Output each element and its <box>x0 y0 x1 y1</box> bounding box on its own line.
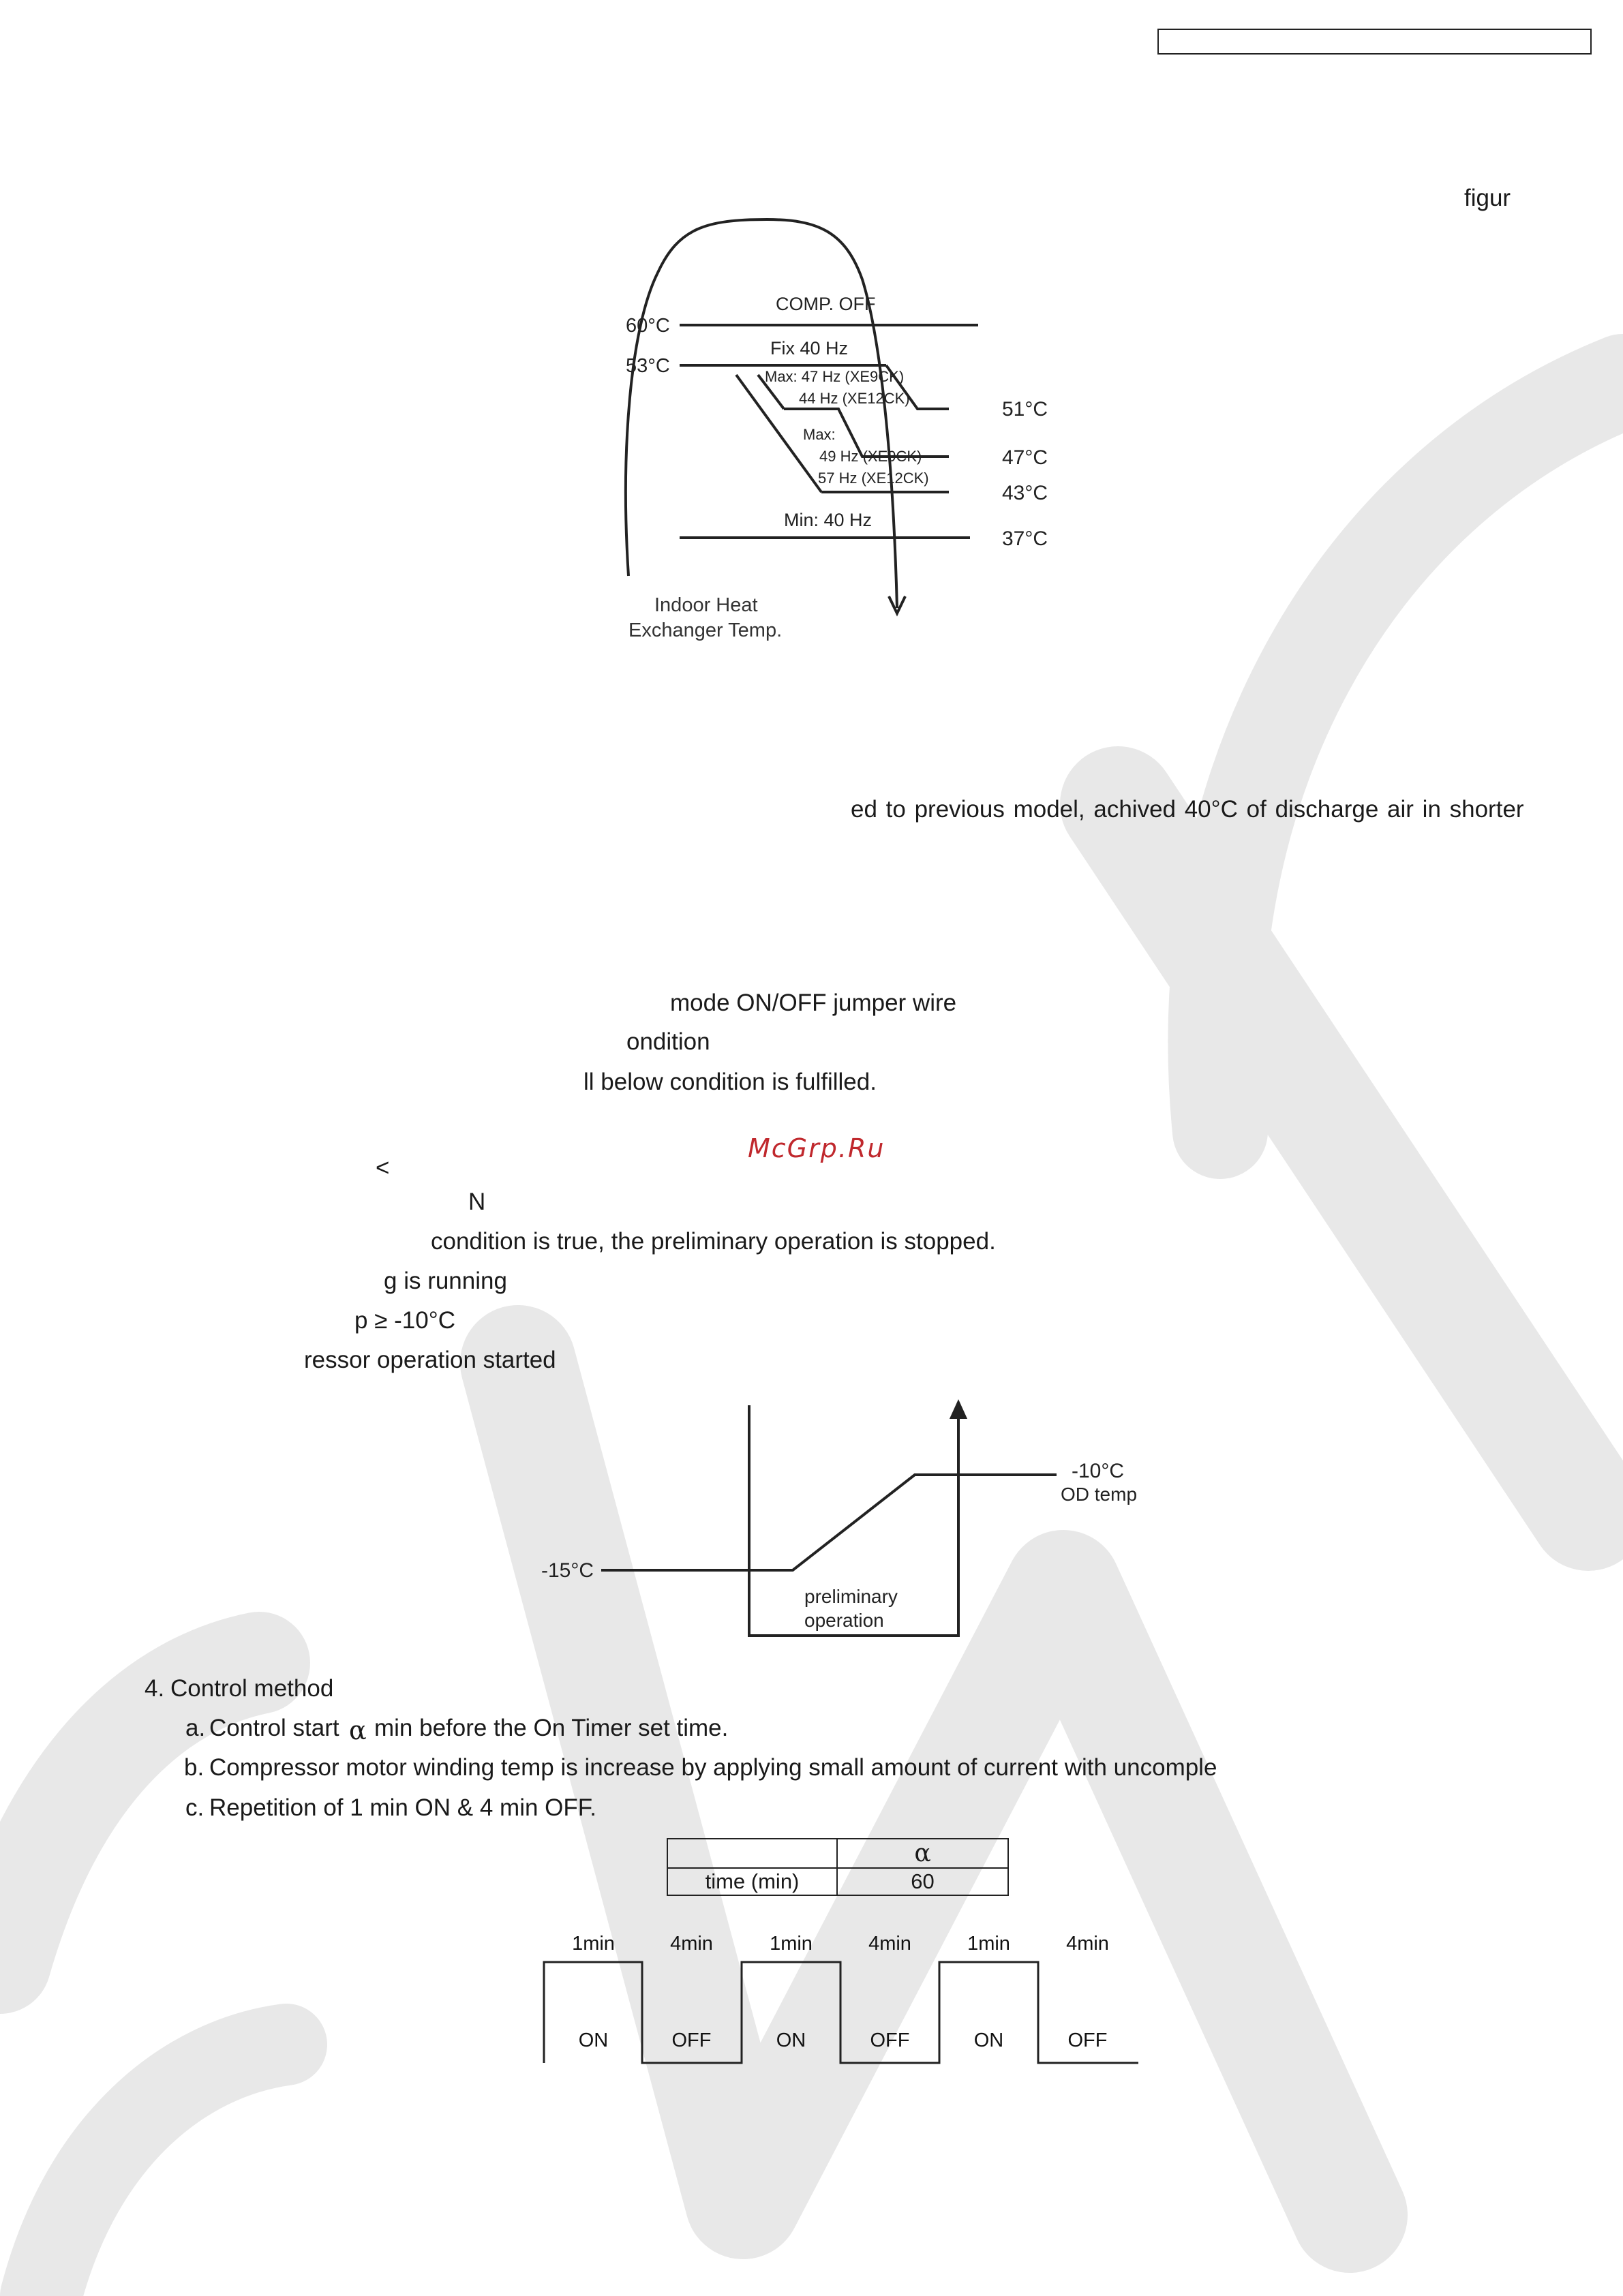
jumper-text: mode ON/OFF jumper wire <box>670 990 957 1016</box>
timing-state-label: OFF <box>870 2030 910 2051</box>
max1-label: Max: 47 Hz (XE9CK) <box>765 368 905 385</box>
alpha-symbol: α <box>349 1715 367 1745</box>
alpha-table-row-value: 60 <box>837 1868 1008 1895</box>
alpha-table <box>667 1838 1009 1896</box>
site-stamp: McGrp.Ru <box>748 1133 885 1163</box>
temp-43: 43°C <box>1002 482 1048 504</box>
item-c-label: c. <box>185 1794 204 1821</box>
od-temp-line <box>601 1475 1057 1570</box>
timing-state-label: ON <box>973 2030 1004 2051</box>
alpha-table-row-label: time (min) <box>667 1868 837 1895</box>
label-od-temp: OD temp <box>1061 1484 1138 1505</box>
item-c-text: Repetition of 1 min ON & 4 min OFF. <box>209 1794 596 1821</box>
item-b-label: b. <box>184 1754 204 1781</box>
temp-53: 53°C <box>626 355 670 377</box>
timing-state-label: OFF <box>671 2030 712 2051</box>
max1b-label: 44 Hz (XE12CK) <box>799 390 910 407</box>
timing-duration-label: 1min <box>572 1933 615 1955</box>
label-operation: operation <box>804 1610 884 1631</box>
timing-duration-label: 1min <box>770 1933 813 1955</box>
temp-condition-text: p ≥ -10°C <box>354 1307 455 1334</box>
timing-duration-label: 1min <box>967 1933 1010 1955</box>
timing-state-label: ON <box>578 2030 609 2051</box>
control-method-heading: Control method <box>170 1675 334 1702</box>
arrow-head <box>952 1403 965 1418</box>
timing-duration-label: 4min <box>1066 1933 1109 1955</box>
condition-text: ondition <box>626 1028 710 1055</box>
timing-state-label: ON <box>776 2030 806 2051</box>
temp-curve <box>626 219 897 608</box>
temp-51: 51°C <box>1002 398 1048 420</box>
max2-label: Max: <box>803 426 836 443</box>
frequency-control-diagram <box>613 211 1132 641</box>
figure-reference: figur <box>1464 185 1511 211</box>
label-preliminary: preliminary <box>804 1586 898 1607</box>
discharge-air-text: ed to previous model, achived 40°C of discharge air in shorter <box>851 796 1524 823</box>
alpha-table-header-alpha: α <box>837 1839 1008 1868</box>
condition-true-text: condition is true, the preliminary operation is stopped. <box>431 1228 996 1255</box>
item-a-label: a. <box>185 1715 206 1741</box>
max2b-label: 57 Hz (XE12CK) <box>818 470 929 487</box>
alpha-table-header-blank <box>667 1839 837 1868</box>
od-temp-diagram <box>525 1390 1138 1677</box>
lt-symbol: < <box>376 1154 390 1181</box>
min-label: Min: 40 Hz <box>784 510 873 530</box>
timing-duration-label: 4min <box>868 1933 911 1955</box>
timing-state-label: OFF <box>1067 2030 1108 2051</box>
label-minus10: -10°C <box>1072 1460 1125 1482</box>
label-minus15: -15°C <box>541 1559 594 1582</box>
timing-waveform <box>544 1962 1138 2063</box>
temp-37: 37°C <box>1002 527 1048 550</box>
n-letter: N <box>468 1189 486 1215</box>
control-method-number: 4. <box>145 1675 165 1702</box>
comp-off-label: COMP. OFF <box>776 294 876 314</box>
header-box <box>1157 29 1592 55</box>
temp-47: 47°C <box>1002 446 1048 469</box>
item-a-text-end: min before the On Timer set time. <box>374 1715 729 1741</box>
compressor-text: ressor operation started <box>304 1347 556 1373</box>
axis-label-line2: Exchanger Temp. <box>628 619 783 641</box>
timing-duration-label: 4min <box>670 1933 713 1955</box>
running-text: g is running <box>384 1268 507 1294</box>
axis-label-line1: Indoor Heat <box>654 594 758 616</box>
item-a-text-start: Control start <box>209 1715 339 1741</box>
max2a-label: 49 Hz (XE9CK) <box>819 448 922 465</box>
fix-label: Fix 40 Hz <box>770 338 849 358</box>
temp-60: 60°C <box>626 315 670 337</box>
fulfilled-text: ll below condition is fulfilled. <box>583 1069 877 1095</box>
on-off-timing-diagram <box>525 1925 1138 2089</box>
item-b-text: Compressor motor winding temp is increase by applying small amount of current with uncomple <box>209 1754 1217 1781</box>
